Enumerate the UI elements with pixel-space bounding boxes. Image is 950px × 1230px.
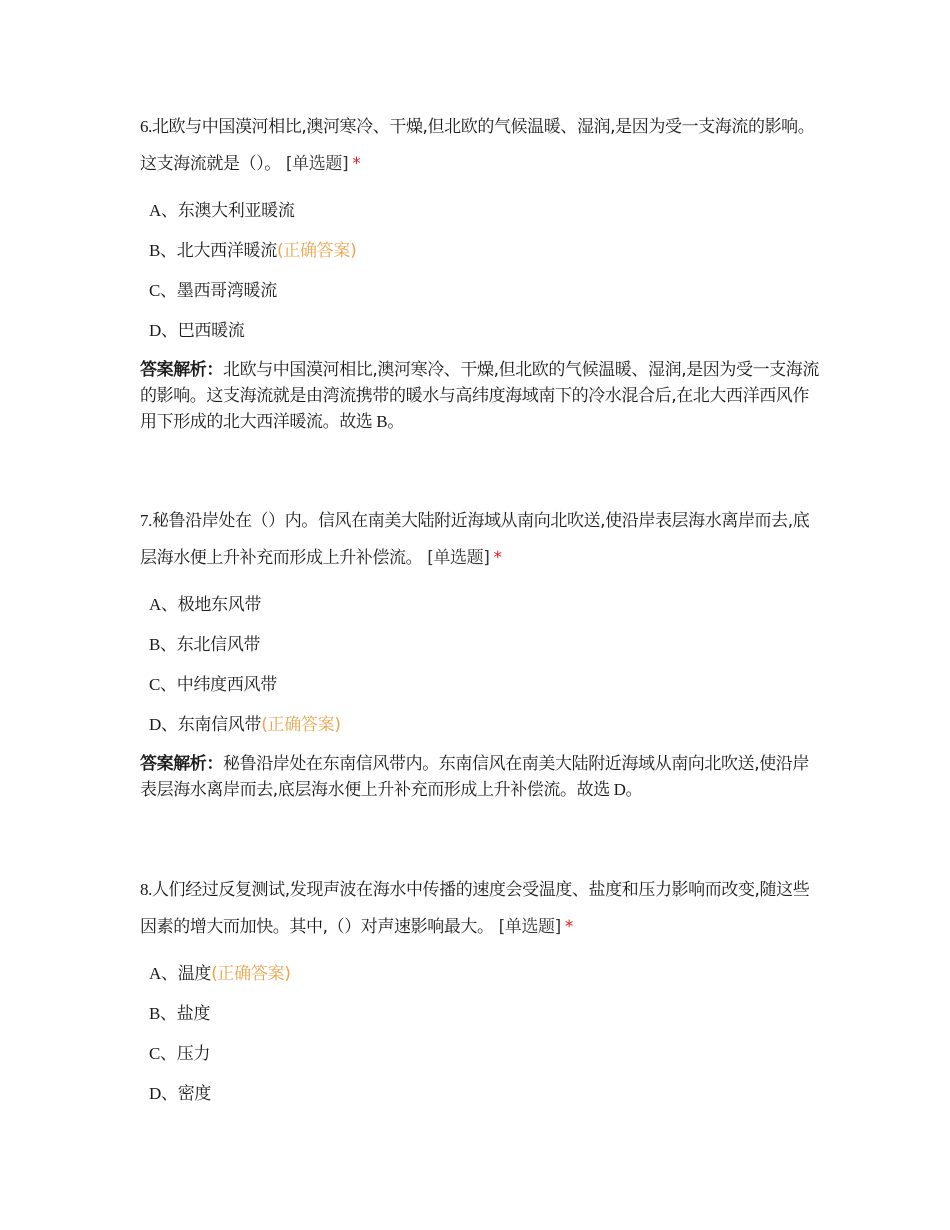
option-a[interactable] — [140, 954, 820, 994]
question-type-label: [单选题] — [427, 548, 490, 568]
option-letter: C、 — [149, 675, 177, 694]
option-text: 温度 — [177, 964, 212, 984]
option-d[interactable] — [140, 1074, 820, 1114]
option-d[interactable] — [140, 705, 820, 745]
analysis-choice: D。 — [609, 780, 643, 799]
option-text: 墨西哥湾暖流 — [176, 281, 277, 301]
option-text: 中纬度西风带 — [176, 675, 277, 695]
option-letter: D、 — [149, 715, 178, 734]
option-b[interactable] — [140, 625, 820, 665]
analysis-text: 北欧与中国漠河相比,澳河寒冷、干燥,但北欧的气候温暖、湿润,是因为受一支海流的影响。这支海流就是由湾流携带的暖水与高纬度海域南下的冷水混合后,在北大西洋西风作用下形成的北大西洋暖流。故选 — [140, 360, 820, 432]
question-text: 北欧与中国漠河相比,澳河寒冷、干燥,但北欧的气候温暖、湿润,是因为受一支海流的影响。这支海流就是（）。 — [140, 117, 815, 174]
analysis-label: 答案解析： — [140, 360, 223, 380]
option-letter: D、 — [149, 321, 178, 340]
analysis-text: 秘鲁沿岸处在东南信风带内。东南信风在南美大陆附近海域从南向北吹送,使沿岸表层海水离岸而去,底层海水便上升补充而形成上升补偿流。故选 — [140, 754, 810, 800]
question-title — [140, 108, 820, 183]
question-type-label: [单选题] — [498, 917, 561, 937]
option-letter: A、 — [149, 201, 178, 220]
option-c[interactable] — [140, 1034, 820, 1074]
option-text: 密度 — [177, 1084, 212, 1104]
option-c[interactable] — [140, 665, 820, 705]
options-list — [140, 191, 820, 351]
option-a[interactable] — [140, 191, 820, 231]
option-text: 压力 — [176, 1044, 211, 1064]
option-letter: C、 — [149, 1044, 177, 1063]
option-d[interactable] — [140, 311, 820, 351]
question-text: 秘鲁沿岸处在（）内。信风在南美大陆附近海域从南向北吹送,使沿岸表层海水离岸而去,底层海水便上升补充而形成上升补偿流。 — [140, 511, 810, 568]
option-text: 盐度 — [176, 1004, 211, 1024]
question-number: 6. — [140, 117, 152, 136]
option-letter: A、 — [149, 964, 178, 983]
required-mark: * — [564, 917, 573, 937]
question-number: 8. — [140, 880, 152, 899]
question-6 — [140, 108, 820, 435]
question-8 — [140, 871, 820, 1114]
option-text: 巴西暖流 — [177, 321, 245, 341]
analysis-label: 答案解析： — [140, 754, 223, 774]
option-text: 东北信风带 — [176, 635, 261, 655]
question-7 — [140, 502, 820, 803]
option-letter: D、 — [149, 1084, 178, 1103]
option-letter: A、 — [149, 595, 178, 614]
option-letter: C、 — [149, 281, 177, 300]
option-text: 东南信风带 — [177, 715, 262, 735]
question-type-label: [单选题] — [285, 154, 349, 174]
option-letter: B、 — [149, 635, 177, 654]
option-text: 极地东风带 — [177, 595, 262, 615]
answer-analysis — [140, 751, 820, 803]
options-list — [140, 954, 820, 1114]
option-c[interactable] — [140, 271, 820, 311]
question-title — [140, 871, 820, 946]
option-letter: B、 — [149, 241, 177, 260]
option-text: 北大西洋暖流 — [176, 241, 277, 261]
answer-analysis — [140, 357, 820, 435]
analysis-choice: B。 — [372, 412, 404, 431]
option-a[interactable] — [140, 585, 820, 625]
option-b[interactable] — [140, 231, 820, 271]
correct-answer-tag: (正确答案) — [261, 715, 341, 735]
required-mark: * — [493, 548, 502, 568]
option-b[interactable] — [140, 994, 820, 1034]
option-text: 东澳大利亚暖流 — [177, 201, 295, 221]
question-number: 7. — [140, 511, 152, 530]
option-letter: B、 — [149, 1004, 177, 1023]
correct-answer-tag: (正确答案) — [276, 241, 357, 261]
question-text: 人们经过反复测试,发现声波在海水中传播的速度会受温度、盐度和压力影响而改变,随这些因素的增大而加快。其中,（）对声速影响最大。 — [140, 880, 810, 937]
correct-answer-tag: (正确答案) — [211, 964, 291, 984]
options-list — [140, 585, 820, 745]
required-mark: * — [352, 154, 361, 174]
question-title — [140, 502, 820, 577]
